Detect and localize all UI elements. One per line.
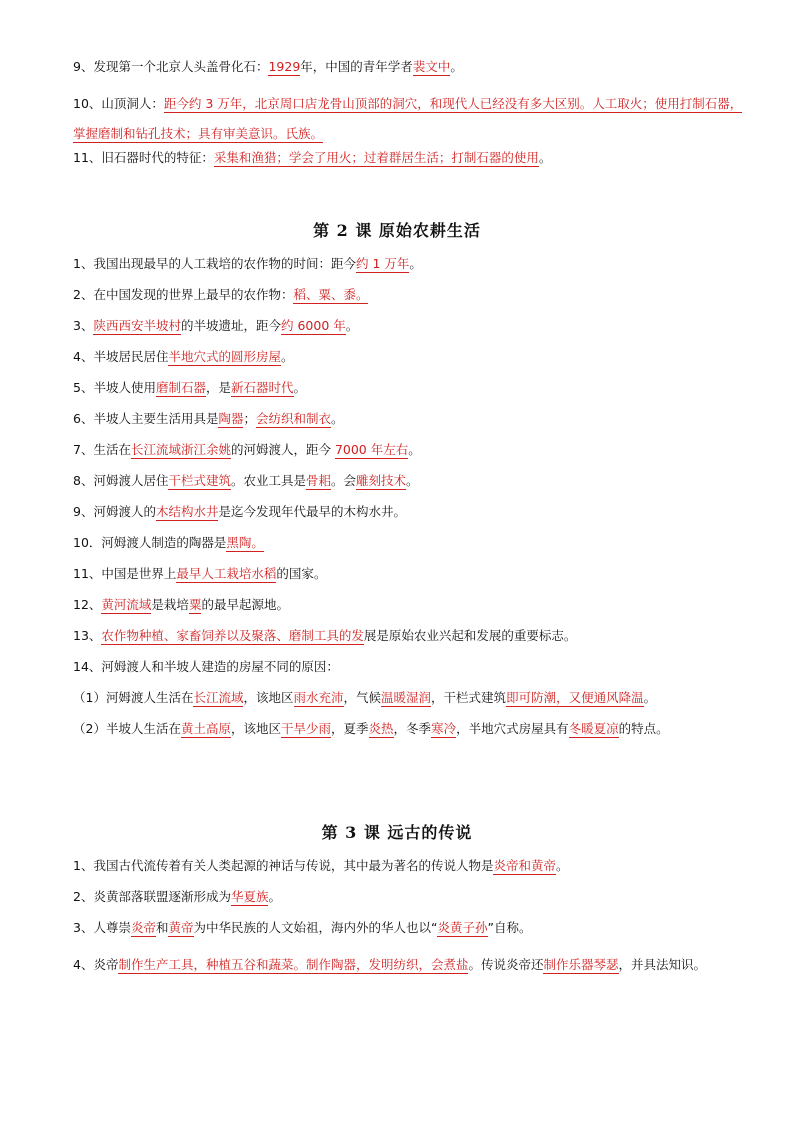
- answer-highlight: 制作生产工具，种植五谷和蔬菜。制作陶器，发明纺织，会煮盐: [118, 957, 469, 972]
- answer-highlight: 雕刻技术: [356, 473, 407, 488]
- answer-highlight: 7000 年左右: [334, 442, 409, 457]
- list-item: [73, 348, 754, 366]
- list-item: [73, 720, 754, 738]
- plain-text: ，并具法知识。: [618, 957, 707, 972]
- plain-text: 。: [555, 858, 569, 873]
- plain-text: 为中华民族的人文始祖，海内外的华人也以“: [193, 920, 438, 935]
- answer-highlight: 黄帝: [168, 920, 194, 935]
- answer-highlight: 即可防潮，又便通风降温: [506, 690, 644, 705]
- answer-highlight: 黄河流域: [101, 597, 152, 612]
- plain-text: 是栽培: [151, 597, 189, 612]
- plain-text: 。: [538, 150, 552, 165]
- answer-highlight: 黄土高原: [180, 721, 231, 736]
- plain-text: 2、在中国发现的世界上最早的农作物：: [73, 287, 294, 302]
- plain-text: ，冬季: [393, 721, 432, 736]
- answer-highlight: 长江流域浙江余姚: [130, 442, 231, 457]
- plain-text: 。: [408, 442, 421, 457]
- plain-text: 8、河姆渡人居住: [73, 473, 169, 488]
- plain-text: 。: [406, 473, 419, 488]
- plain-text: ”自称。: [487, 920, 532, 935]
- answer-highlight: 1929: [268, 59, 301, 74]
- plain-text: 7、生活在: [73, 442, 131, 457]
- plain-text: 。: [268, 889, 281, 904]
- plain-text: ，该地区: [230, 721, 281, 736]
- answer-highlight: 雨水充沛: [293, 690, 344, 705]
- lesson-heading: 第 2 课 原始农耕生活: [313, 221, 481, 240]
- plain-text: 。: [345, 318, 359, 333]
- plain-text: 。: [293, 380, 307, 395]
- answer-highlight: 寒冷: [431, 721, 457, 736]
- list-item: [73, 255, 754, 273]
- plain-text: 的特点。: [618, 721, 669, 736]
- list-item: [73, 534, 754, 552]
- answer-highlight: 华夏族: [230, 889, 269, 904]
- answer-highlight: 会纺织和制衣: [256, 411, 332, 426]
- list-item: [73, 565, 754, 583]
- plain-text: 。: [450, 59, 463, 74]
- plain-text: 4、炎帝: [73, 957, 119, 972]
- list-item: [73, 689, 754, 707]
- answer-highlight: 干栏式建筑: [168, 473, 231, 488]
- plain-text: 10．河姆渡人制造的陶器是: [73, 535, 227, 550]
- plain-text: 和: [155, 920, 169, 935]
- plain-text: 11、中国是世界上: [73, 566, 177, 581]
- plain-text: 14、河姆渡人和半坡人建造的房屋不同的原因：: [73, 659, 339, 674]
- plain-text: 。传说炎帝还: [468, 957, 544, 972]
- plain-text: 10、山顶洞人：: [73, 96, 164, 111]
- answer-highlight: 半地穴式的圆形房屋: [168, 349, 281, 364]
- plain-text: 的半坡遗址，距今: [180, 318, 281, 333]
- answer-highlight: 新石器时代: [231, 380, 294, 395]
- plain-text: 3、: [73, 318, 94, 333]
- plain-text: 3、人尊崇: [73, 920, 131, 935]
- answer-highlight: 陕西西安半坡村: [93, 318, 181, 333]
- answer-highlight: 干旱少雨: [281, 721, 332, 736]
- list-item: [73, 286, 754, 304]
- answer-highlight: 采集和渔猎；学会了用火；过着群居生活；打制石器的使用: [213, 150, 539, 165]
- plain-text: 是迄今发现年代最早的木构水井。: [218, 504, 406, 519]
- plain-text: 的河姆渡人，距今: [230, 442, 335, 457]
- plain-text: 。: [280, 349, 294, 364]
- plain-text: （1）河姆渡人生活在: [73, 690, 194, 705]
- plain-text: 13、: [73, 628, 102, 643]
- plain-text: （2）半坡人生活在: [73, 721, 181, 736]
- plain-text: 1、我国古代流传着有关人类起源的神话与传说，其中最为著名的传说人物是: [73, 858, 494, 873]
- answer-highlight: 冬暖夏凉: [568, 721, 619, 736]
- plain-text: ，干栏式建筑: [431, 690, 507, 705]
- list-item: [73, 379, 754, 397]
- answer-highlight: 炎帝和黄帝: [493, 858, 556, 873]
- plain-text: 。: [409, 256, 422, 271]
- answer-highlight: 炎黄子孙: [437, 920, 488, 935]
- answer-highlight: 骨耜: [306, 473, 332, 488]
- answer-highlight: 炎帝: [130, 920, 156, 935]
- plain-text: 5、半坡人使用: [73, 380, 156, 395]
- list-item: [73, 857, 754, 875]
- answer-highlight: 稻、粟、黍。: [293, 287, 369, 302]
- plain-text: 9、发现第一个北京人头盖骨化石：: [73, 59, 269, 74]
- answer-highlight: 制作乐器琴瑟: [543, 957, 619, 972]
- plain-text: ，该地区: [243, 690, 294, 705]
- plain-text: 11、旧石器时代的特征：: [73, 150, 214, 165]
- answer-highlight: 陶器: [218, 411, 244, 426]
- answer-highlight: 约 1 万年: [355, 256, 410, 271]
- list-item: [73, 627, 754, 645]
- list-item: [73, 888, 754, 906]
- list-item: [73, 919, 754, 937]
- answer-highlight: 木结构水井: [155, 504, 219, 519]
- answer-highlight: 最早人工栽培水稻: [176, 566, 277, 581]
- plain-text: ；: [243, 411, 256, 426]
- plain-text: ，是: [205, 380, 231, 395]
- plain-text: 展是原始农业兴起和发展的重要标志。: [363, 628, 577, 643]
- answer-highlight: 距今约 3 万年，北京周口店龙骨山顶部的洞穴，和现代人已经没有多大区别。人工取火；使用打制石器，掌握磨制和钻孔技术；具有审美意识。氏族。: [73, 96, 743, 141]
- plain-text: 12、: [73, 597, 102, 612]
- lesson-heading: 第 3 课 远古的传说: [321, 823, 473, 842]
- plain-text: 。会: [331, 473, 357, 488]
- plain-text: 2、炎黄部落联盟逐渐形成为: [73, 889, 231, 904]
- answer-highlight: 粟: [188, 597, 202, 612]
- answer-highlight: 裴文中: [412, 59, 451, 74]
- list-item: [73, 89, 754, 149]
- plain-text: 。: [643, 690, 657, 705]
- plain-text: 。农业工具是: [230, 473, 306, 488]
- answer-highlight: 长江流域: [193, 690, 244, 705]
- plain-text: 的最早起源地。: [201, 597, 289, 612]
- list-item: [73, 441, 754, 459]
- plain-text: 的国家。: [276, 566, 327, 581]
- answer-highlight: 温暖湿润: [381, 690, 432, 705]
- plain-text: 年，中国的青年学者: [300, 59, 413, 74]
- answer-highlight: 约 6000 年: [280, 318, 346, 333]
- list-item: [73, 410, 754, 428]
- answer-highlight: 炎热: [368, 721, 394, 736]
- answer-highlight: 磨制石器: [155, 380, 206, 395]
- plain-text: 。: [331, 411, 344, 426]
- list-item: [73, 149, 754, 167]
- answer-highlight: 农作物种植、家畜饲养以及聚落、磨制工具的发: [101, 628, 364, 643]
- list-item: [73, 658, 754, 676]
- plain-text: 9、河姆渡人的: [73, 504, 156, 519]
- list-item: [73, 596, 754, 614]
- answer-highlight: 黑陶。: [226, 535, 264, 550]
- plain-text: ，夏季: [331, 721, 369, 736]
- plain-text: ，半地穴式房屋具有: [456, 721, 569, 736]
- plain-text: 1、我国出现最早的人工栽培的农作物的时间：距今: [73, 256, 356, 271]
- plain-text: ，气候: [343, 690, 382, 705]
- list-item: [73, 472, 754, 490]
- list-item: [73, 317, 754, 335]
- list-item: [73, 503, 754, 521]
- plain-text: 4、半坡居民居住: [73, 349, 169, 364]
- list-item: [73, 950, 754, 980]
- plain-text: 6、半坡人主要生活用具是: [73, 411, 219, 426]
- list-item: [73, 58, 754, 76]
